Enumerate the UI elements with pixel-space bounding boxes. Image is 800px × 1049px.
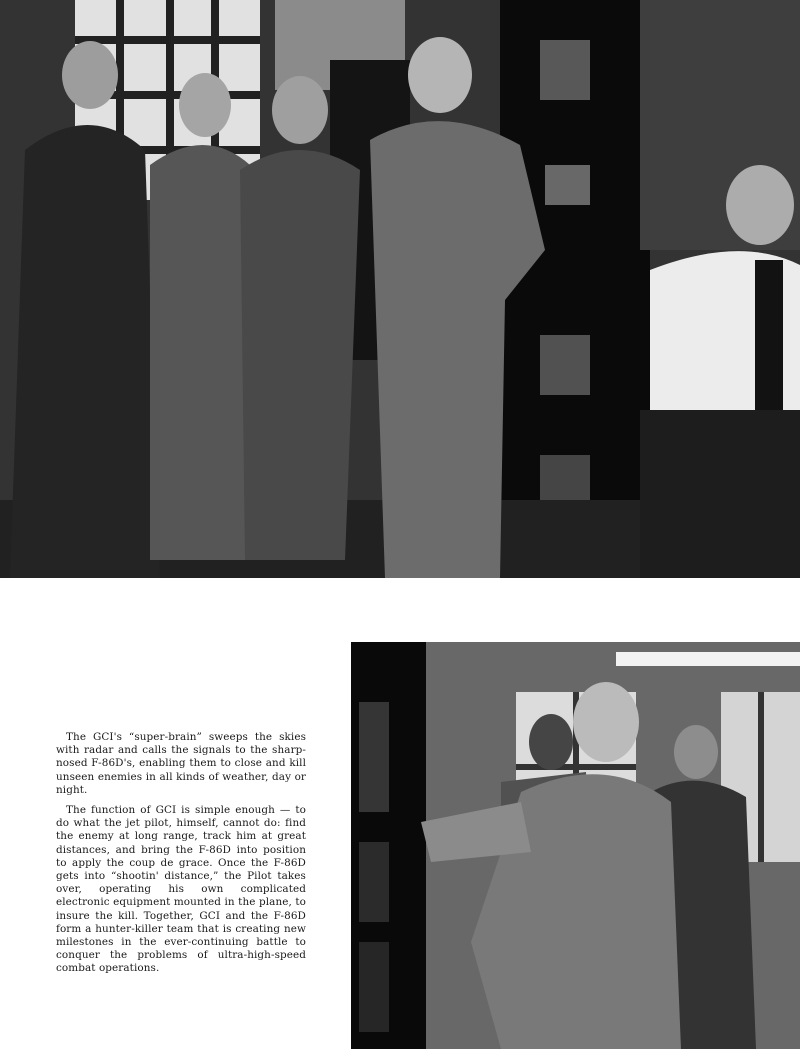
caption-paragraph-1: The GCI's “super-brain” sweeps the skies with radar and calls the signals to the sharp-nosed F-86D's, enabling them to close and kill unseen enemies in all kinds of weather, day or night. bbox=[56, 731, 306, 796]
caption-text bbox=[56, 731, 306, 983]
bottom-photograph-console-operator bbox=[351, 642, 800, 1049]
caption-paragraph-2: The function of GCI is simple enough — to do what the jet pilot, himself, cannot do: find the enemy at long range, track him at great distances, and bring the F-86D into position to apply the coup de grace. Once the F-86D gets into “shootin' distance,” the Pilot takes over, operating his own complicated electronic equipment mounted in the plane, to insure the kill. Together, GCI and the F-86D form a hunter-killer team that is creating new milestones in the ever-continuing battle to conquer the problems of ultra-high-speed combat operations. bbox=[56, 804, 306, 975]
